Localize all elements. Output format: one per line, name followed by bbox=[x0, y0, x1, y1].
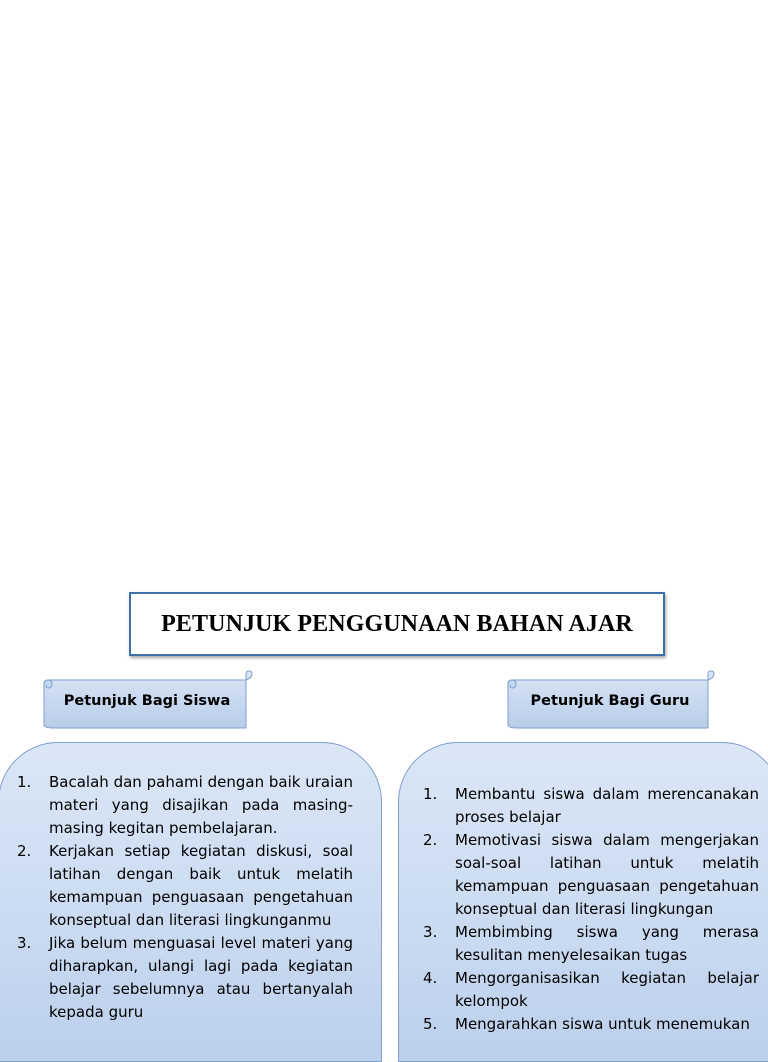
list-item: 1. Membantu siswa dalam merencanakan proses belajar bbox=[423, 785, 759, 826]
list-item: 5. Mengarahkan siswa untuk menemukan bbox=[423, 1015, 750, 1033]
guru-list bbox=[423, 783, 759, 1036]
list-item: 3. Jika belum menguasai level materi yang diharapkan, ulangi lagi pada kegiatan belajar sebelumnya atau bertanyalah kepada guru bbox=[17, 934, 353, 1021]
list-item: 4. Mengorganisasikan kegiatan belajar kelompok bbox=[423, 969, 759, 1010]
list-item: 1. Bacalah dan pahami dengan baik uraian materi yang disajikan pada masing-masing kegitan pembelajaran. bbox=[17, 773, 353, 837]
siswa-heading: Petunjuk Bagi Siswa bbox=[63, 693, 231, 709]
guru-heading: Petunjuk Bagi Guru bbox=[530, 693, 690, 709]
guru-panel bbox=[398, 742, 768, 1062]
siswa-panel bbox=[0, 742, 382, 1062]
page-title: PETUNJUK PENGGUNAAN BAHAN AJAR bbox=[161, 610, 633, 637]
list-item: 2. Memotivasi siswa dalam mengerjakan soal-soal latihan untuk melatih kemampuan penguasaan pengetahuan konseptual dan literasi lingkungan bbox=[423, 831, 759, 918]
scroll-banner-siswa bbox=[40, 670, 254, 732]
list-item: 2. Kerjakan setiap kegiatan diskusi, soal latihan dengan baik untuk melatih kemampuan penguasaan pengetahuan konseptual dan literasi lingkunganmu bbox=[17, 842, 353, 929]
scroll-banner-guru bbox=[504, 670, 716, 732]
siswa-list bbox=[17, 771, 353, 1024]
list-item: 3. Membimbing siswa yang merasa kesulitan menyelesaikan tugas bbox=[423, 923, 759, 964]
title-box bbox=[129, 592, 665, 656]
